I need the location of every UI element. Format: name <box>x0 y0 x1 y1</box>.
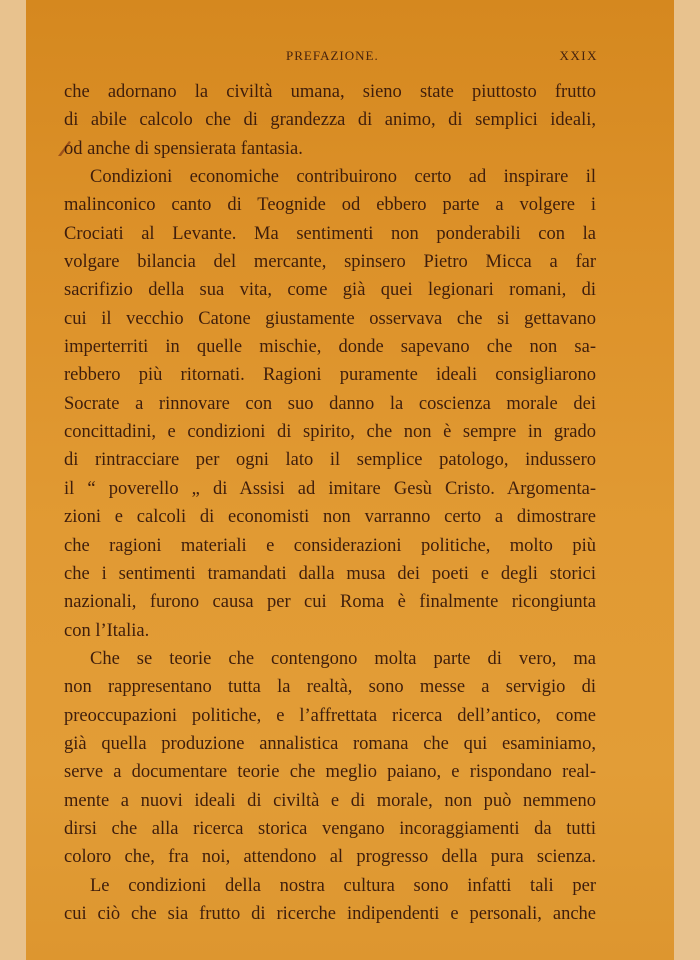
text-line: concittadini, e condizioni di spirito, che non è sempre in grado <box>64 422 596 443</box>
text-line: sacrifizio della sua vita, come già quei legionari romani, di <box>64 280 596 301</box>
body-text <box>64 78 596 928</box>
text-line: Socrate a rinnovare con suo danno la coscienza morale dei <box>64 393 596 414</box>
running-title: PREFAZIONE. <box>286 48 379 63</box>
text-line: nazionali, furono causa per cui Roma è finalmente ricongiunta <box>64 592 596 613</box>
text-line: od anche di spensierata fantasia. <box>64 138 303 159</box>
text-line: di abile calcolo che di grandezza di animo, di semplici ideali, <box>64 110 596 131</box>
text-line: coloro che, fra noi, attendono al progresso della pura scienza. <box>64 847 596 868</box>
text-line: rebbero più ritornati. Ragioni puramente ideali consigliarono <box>64 365 596 386</box>
text-line: volgare bilancia del mercante, spinsero Pietro Micca a far <box>64 252 596 273</box>
text-line: zioni e calcoli di economisti non varranno certo a dimostrare <box>64 507 596 528</box>
page-number: XXIX <box>559 48 598 63</box>
book-page <box>26 0 674 960</box>
text-line: malinconico canto di Teognide od ebbero parte a volgere i <box>64 195 596 216</box>
text-line: non rappresentano tutta la realtà, sono messe a servigio di <box>64 677 596 698</box>
text-line: mente a nuovi ideali di civiltà e di morale, non può nemmeno <box>64 790 596 811</box>
text-line: cui ciò che sia frutto di ricerche indipendenti e personali, anche <box>64 903 596 924</box>
text-line: che ragioni materiali e considerazioni politiche, molto più <box>64 535 596 556</box>
text-line: preoccupazioni politiche, e l’affrettata ricerca dell’antico, come <box>64 705 596 726</box>
text-line: cui il vecchio Catone giustamente osservava che si gettavano <box>64 308 596 329</box>
text-line: dirsi che alla ricerca storica vengano incoraggiamenti da tutti <box>64 818 596 839</box>
text-line: Le condizioni della nostra cultura sono infatti tali per <box>90 875 596 896</box>
text-line: imperterriti in quelle mischie, donde sapevano che non sa- <box>64 337 596 358</box>
page-header <box>26 48 674 70</box>
text-line: Che se teorie che contengono molta parte di vero, ma <box>90 648 596 669</box>
text-line: che adornano la civiltà umana, sieno state piuttosto frutto <box>64 82 596 102</box>
text-line: serve a documentare teorie che meglio paiano, e rispondano real- <box>64 762 596 783</box>
text-line: Crociati al Levante. Ma sentimenti non ponderabili con la <box>64 223 596 244</box>
text-line: il “ poverello „ di Assisi ad imitare Gesù Cristo. Argomenta- <box>64 478 596 499</box>
text-line: con l’Italia. <box>64 620 150 641</box>
text-line: che i sentimenti tramandati dalla musa dei poeti e degli storici <box>64 563 596 584</box>
text-line: di rintracciare per ogni lato il semplice patologo, indussero <box>64 450 596 471</box>
text-line: Condizioni economiche contribuirono certo ad inspirare il <box>90 167 596 188</box>
text-line: già quella produzione annalistica romana che qui esaminiamo, <box>64 733 596 754</box>
